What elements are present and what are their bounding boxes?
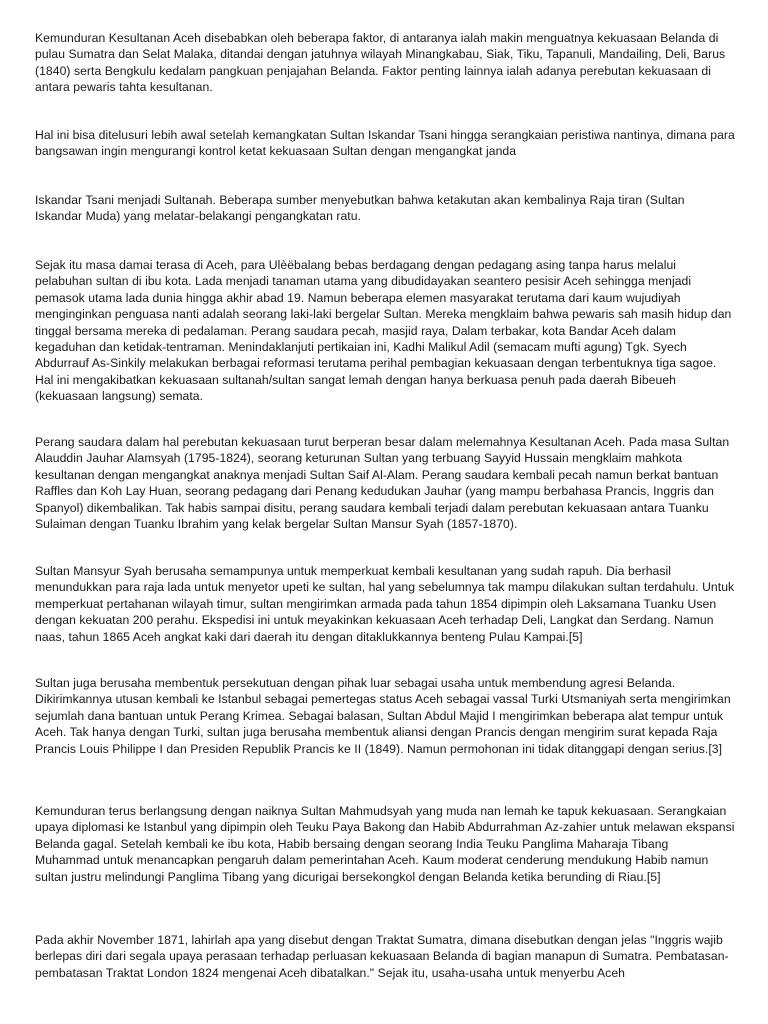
paragraph-9: Pada akhir November 1871, lahirlah apa yang disebut dengan Traktat Sumatra, dimana disebutkan dengan jelas "Inggris wajib berlepas diri dari segala upaya perasaan terhadap perluasan kekuasaan Belanda di bagian manapun di Sumatra. Pembatasan-pembatasan Traktat London 1824 mengenai Aceh dibatalkan." Sejak itu, usaha-usaha untuk menyerbu Aceh (35, 933, 729, 980)
paragraph-6: Sultan Mansyur Syah berusaha semampunya untuk memperkuat kembali kesultanan yang sudah rapuh. Dia berhasil menundukkan para raja lada untuk menyetor upeti ke sultan, hal yang sebelumnya tak mampu dilakukan sultan terdahulu. Untuk memperkuat pertahanan wilayah timur, sultan mengirimkan armada pada tahun 1854 dipimpin oleh Laksamana Tuanku Usen dengan kekuatan 200 perahu. Ekspedisi ini untuk meyakinkan kekuasaan Aceh terhadap Deli, Langkat dan Serdang. Namun naas, tahun 1865 Aceh angkat kaki dari daerah itu dengan ditaklukkannya benteng Pulau Kampai.[5] (35, 564, 735, 644)
paragraph-3: Iskandar Tsani menjadi Sultanah. Beberapa sumber menyebutkan bahwa ketakutan akan kembalinya Raja tiran (Sultan Iskandar Muda) yang melatar-belakangi pengangkatan ratu. (35, 193, 685, 224)
paragraph-8: Kemunduran terus berlangsung dengan naiknya Sultan Mahmudsyah yang muda nan lemah ke tapuk kekuasaan. Serangkaian upaya diplomasi ke Istanbul yang dipimpin oleh Teuku Paya Bakong dan Habib Abdurrahman Az-zahier untuk melawan ekspansi Belanda gagal. Setelah kembali ke ibu kota, Habib bersaing dengan seorang India Teuku Panglima Maharaja Tibang Muhammad untuk menancapkan pengaruh dalam pemerintahan Aceh. Kaum moderat cenderung mendukung Habib namun sultan justru melindungi Panglima Tibang yang dicurigai bersekongkol dengan Belanda ketika berunding di Riau.[5] (35, 804, 735, 884)
paragraph-1: Kemunduran Kesultanan Aceh disebabkan oleh beberapa faktor, di antaranya ialah makin menguatnya kekuasaan Belanda di pulau Sumatra dan Selat Malaka, ditandai dengan jatuhnya wilayah Minangkabau, Siak, Tiku, Tapanuli, Mandailing, Deli, Barus (1840) serta Bengkulu kedalam pangkuan penjajahan Belanda. Faktor penting lainnya ialah adanya perebutan kekuasaan di antara pewaris tahta kesultanan. (35, 31, 726, 95)
paragraph-7: Sultan juga berusaha membentuk persekutuan dengan pihak luar sebagai usaha untuk membendung agresi Belanda. Dikirimkannya utusan kembali ke Istanbul sebagai pemertegas status Aceh sebagai vassal Turki Utsmaniyah serta mengirimkan sejumlah dana bantuan untuk Perang Krimea. Sebagai balasan, Sultan Abdul Majid I mengirimkan beberapa alat tempur untuk Aceh. Tak hanya dengan Turki, sultan juga berusaha membentuk aliansi dengan Prancis dengan mengirim surat kepada Raja Prancis Louis Philippe I dan Presiden Republik Prancis ke II (1849). Namun permohonan ini tidak ditanggapi dengan serius.[3] (35, 676, 731, 756)
paragraph-4: Sejak itu masa damai terasa di Aceh, para Ulèëbalang bebas berdagang dengan pedagang asing tanpa harus melalui pelabuhan sultan di ibu kota. Lada menjadi tanaman utama yang dibudidayakan seantero pesisir Aceh sehingga menjadi pemasok utama lada dunia hingga akhir abad 19. Namun beberapa elemen masyarakat terutama dari kaum wujudiyah menginginkan penguasa nanti adalah seorang laki-laki bergelar Sultan. Mereka mengklaim bahwa pewaris sah masih hidup dan tinggal bersama mereka di pedalaman. Perang saudara pecah, masjid raya, Dalam terbakar, kota Bandar Aceh dalam kegaduhan dan ketidak-tentraman. Menindaklanjuti pertikaian ini, Kadhi Malikul Adil (semacam mufti agung) Tgk. Syech Abdurrauf As-Sinkily melakukan berbagai reformasi terutama perihal pembagian kekuasaan dengan terbentuknya tiga sagoe. Hal ini mengakibatkan kekuasaan sultanah/sultan sangat lemah dengan hanya berkuasa penuh pada daerah Bibeueh (kekuasaan langsung) semata. (35, 258, 732, 404)
paragraph-5: Perang saudara dalam hal perebutan kekuasaan turut berperan besar dalam melemahnya Kesultanan Aceh. Pada masa Sultan Alauddin Jauhar Alamsyah (1795-1824), seorang keturunan Sultan yang terbuang Sayyid Hussain mengklaim mahkota kesultanan dengan mengangkat anaknya menjadi Sultan Saif Al-Alam. Perang saudara kembali pecah namun berkat bantuan Raffles dan Koh Lay Huan, seorang pedagang dari Penang kedudukan Jauhar (yang mampu berbahasa Prancis, Inggris dan Spanyol) dikembalikan. Tak habis sampai disitu, perang saudara kembali terjadi dalam perebutan kekuasaan antara Tuanku Sulaiman dengan Tuanku Ibrahim yang kelak bergelar Sultan Mansur Syah (1857-1870). (35, 435, 730, 532)
paragraph-2: Hal ini bisa ditelusuri lebih awal setelah kemangkatan Sultan Iskandar Tsani hingga serangkaian peristiwa nantinya, dimana para bangsawan ingin mengurangi kontrol ketat kekuasaan Sultan dengan mengangkat janda (35, 128, 735, 159)
